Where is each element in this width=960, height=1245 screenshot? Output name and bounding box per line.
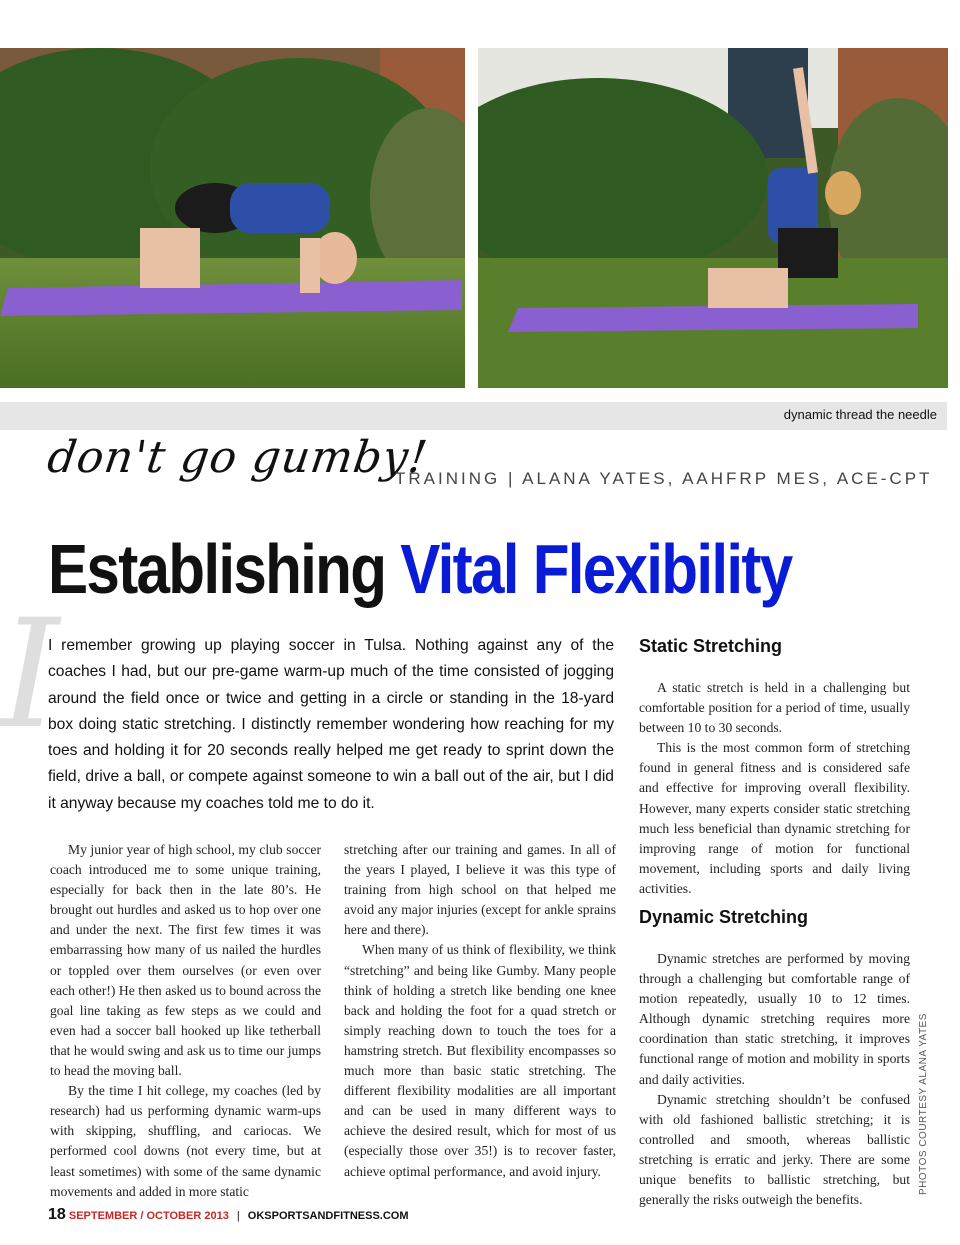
- photo-caption: dynamic thread the needle: [783, 407, 937, 422]
- page-number: 18: [48, 1206, 66, 1223]
- paragraph: A static stretch is held in a challenging but comfortable position for a period of time, usually between 10 to 30 seconds.: [639, 680, 910, 736]
- photo-right-image: [478, 48, 948, 388]
- paragraph: stretching after our training and games. In all of the years I played, I believe it was this type of training from high school on that helped me avoid any major injuries (except for ankle sprains here and there).: [344, 842, 616, 938]
- paragraph: By the time I hit college, my coaches (led by research) had us performing dynamic warm-ups with skipping, shuffling, and cariocas. We performed cool downs (not every time, but at least sometimes) with some of the same dynamic movements and added in more static: [50, 1083, 321, 1199]
- photo-left: [0, 48, 465, 388]
- photo-left-image: [0, 48, 465, 388]
- photo-credit: PHOTOS COURTESY ALANA YATES: [918, 1013, 929, 1195]
- headline-part-2: Vital Flexibility: [400, 530, 792, 608]
- lead-paragraph: I remember growing up playing soccer in Tulsa. Nothing against any of the coaches I had, but our pre-game warm-up much of the time consisted of jogging around the field once or twice and getting in a circle or standing in the 18-yard box doing static stretching. I distinctly remember wondering how reaching for my toes and holding it for 20 seconds really helped me get ready to sprint down the field, drive a ball, or compete against someone to win a ball out of the air, but I did it anyway because my coaches told me to do it.: [48, 637, 614, 812]
- website-link[interactable]: OKSPORTSANDFITNESS.COM: [247, 1210, 409, 1222]
- subheading-dynamic-stretching: Dynamic Stretching: [639, 907, 809, 927]
- section-script-title: don't go gumby!: [44, 432, 431, 483]
- byline: TRAINING | ALANA YATES, AAHFRP MES, ACE-CPT: [395, 469, 933, 488]
- subheading-static-stretching: Static Stretching: [639, 636, 783, 656]
- paragraph: When many of us think of flexibility, we think “stretching” and being like Gumby. Many people think of holding a stretch like bending one knee back and holding the foot for a quad stretch or simply reaching down to touch the toes for a hamstring stretch. But flexibility encompasses so much more than basic static stretching. The different flexibility modalities are all important and can be used in many different ways to achieve the desired result, which for most of us (especially those over 35!) is to recover faster, achieve optimal performance, and avoid injury.: [344, 942, 616, 1179]
- paragraph: This is the most common form of stretching found in general fitness and is considered safe and effective for improving overall flexibility. However, many experts consider static stretching much less beneficial than dynamic stretching for improving range of motion for functional movement, including sports and daily living activities.: [639, 740, 910, 896]
- body-column-2: [344, 840, 616, 1182]
- footer-separator: |: [236, 1210, 240, 1222]
- photo-right: [478, 48, 948, 388]
- paragraph: Dynamic stretches are performed by moving through a challenging but comfortable range of motion repeatedly, usually 10 to 12 times. Although dynamic stretching requires more coordination than static stretching, it improves functional range of motion and mobility in sports and daily activities.: [639, 951, 910, 1087]
- headline-part-1: Establishing: [48, 530, 386, 608]
- body-column-3-static: [639, 678, 910, 899]
- issue-date: SEPTEMBER / OCTOBER 2013: [68, 1210, 229, 1222]
- headline: [48, 524, 791, 614]
- paragraph: My junior year of high school, my club soccer coach introduced me to some unique training, especially for back then in the late 80’s. He brought out hurdles and asked us to hop over one and under the next. The first few times it was embarrassing how many of us nailed the hurdles or toppled over them ourselves (or even over each other!) He then asked us to bound across the goal line taking as few steps as we could and even had a soccer ball hooked up like tetherball that he would swing and ask us to time our jumps to head the moving ball.: [50, 842, 321, 1079]
- page-footer: [48, 1206, 409, 1224]
- caption-bar: [0, 402, 947, 430]
- decorative-dropcap: I: [0, 588, 60, 762]
- body-column-1: [50, 840, 321, 1202]
- paragraph: Dynamic stretching shouldn’t be confused with old fashioned ballistic stretching; it is controlled and smooth, whereas ballistic stretching is erratic and jerky. There are some unique benefits to ballistic stretching, but generally the risks outweigh the benefits.: [639, 1091, 910, 1208]
- body-column-3-dynamic: [639, 949, 910, 1210]
